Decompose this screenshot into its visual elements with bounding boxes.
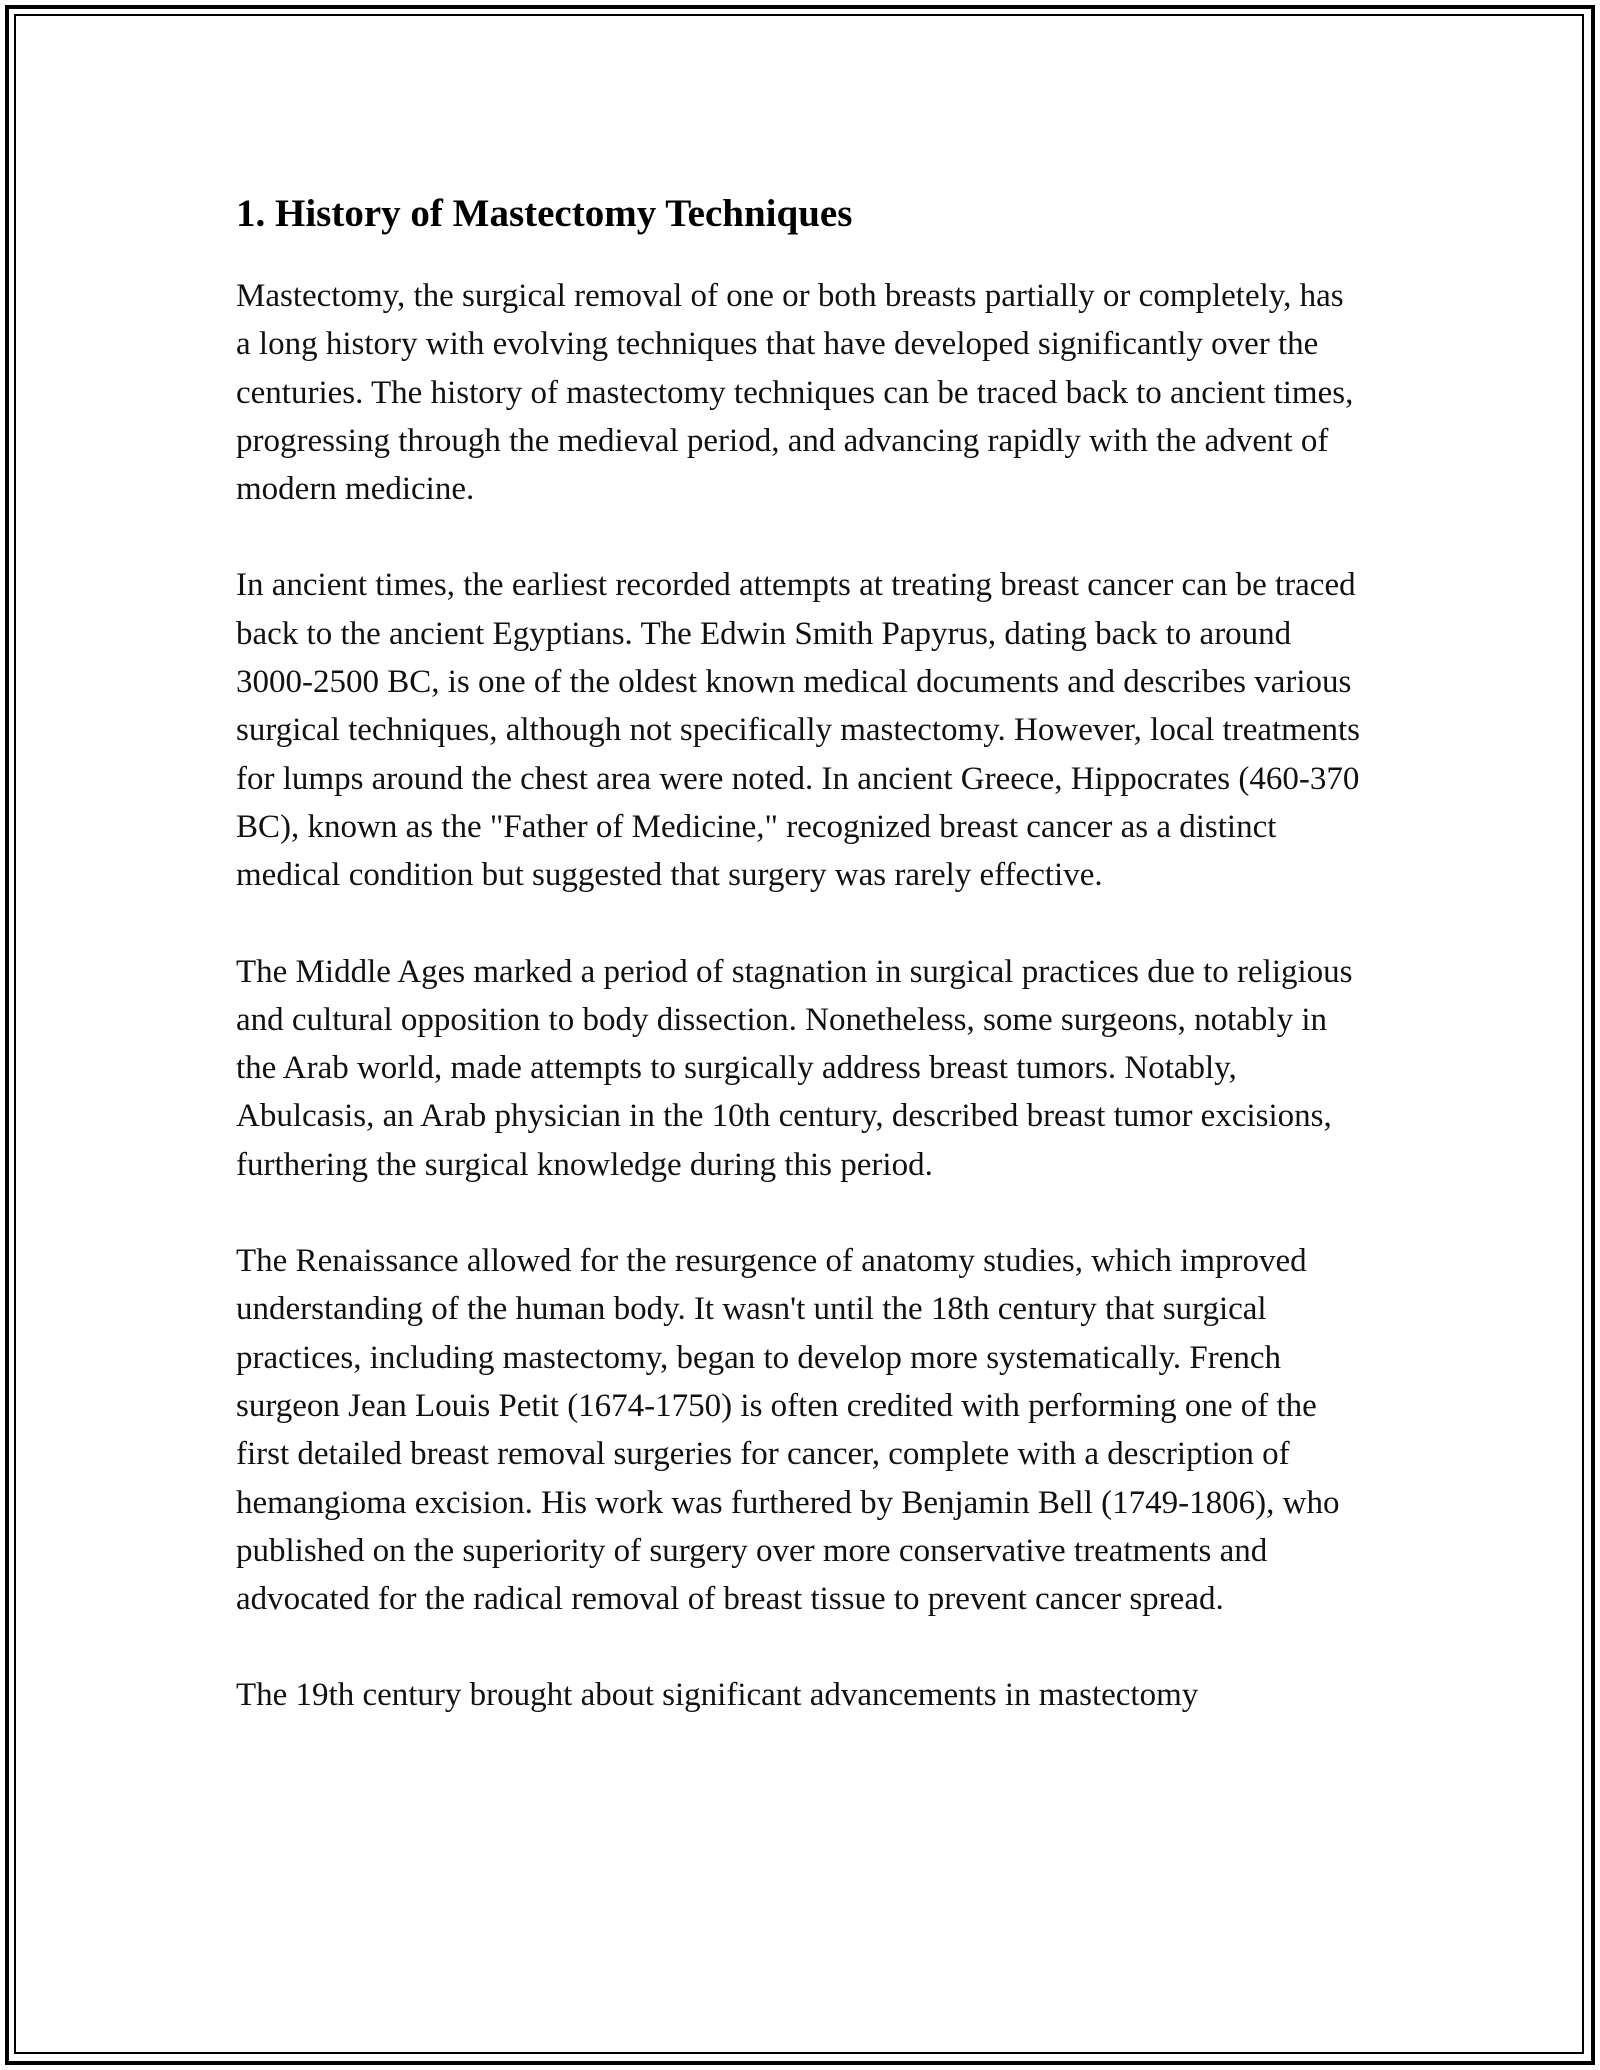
paragraph-19th-century: The 19th century brought about significant advancements in mastectomy [236, 1677, 1199, 1714]
paragraph-intro: Mastectomy, the surgical removal of one or both breasts partially or completely, has a long history with evolving techniques that have developed significantly over the centuries. The history of mastectomy techniques can be traced back to ancient times, progressing through the medieval period, and advancing rapidly with the advent of modern medicine. [236, 278, 1354, 508]
document-body [236, 186, 1366, 1768]
paragraph-middle-ages: The Middle Ages marked a period of stagnation in surgical practices due to religious and cultural opposition to body dissection. Nonetheless, some surgeons, notably in the Arab world, made attempts to surgically address breast tumors. Notably, Abulcasis, an Arab physician in the 10th century, described breast tumor excisions, furthering the surgical knowledge during this period. [236, 953, 1353, 1183]
paragraph-renaissance: The Renaissance allowed for the resurgence of anatomy studies, which improved understanding of the human body. It wasn't until the 18th century that surgical practices, including mastectomy, began to develop more systematically. French surgeon Jean Louis Petit (1674-1750) is often credited with performing one of the first detailed breast removal surgeries for cancer, complete with a description of hemangioma excision. His work was furthered by Benjamin Bell (1749-1806), who published on the superiority of surgery over more conservative treatments and advocated for the radical removal of breast tissue to prevent cancer spread. [236, 1243, 1340, 1618]
section-heading: 1. History of Mastectomy Techniques [236, 192, 853, 235]
paragraph-ancient-times: In ancient times, the earliest recorded attempts at treating breast cancer can be traced back to the ancient Egyptians. The Edwin Smith Papyrus, dating back to around 3000-2500 BC, is one of the oldest known medical documents and describes various surgical techniques, although not specifically mastectomy. However, local treatments for lumps around the chest area were noted. In ancient Greece, Hippocrates (460-370 BC), known as the "Father of Medicine," recognized breast cancer as a distinct medical condition but suggested that surgery was rarely effective. [236, 567, 1360, 894]
